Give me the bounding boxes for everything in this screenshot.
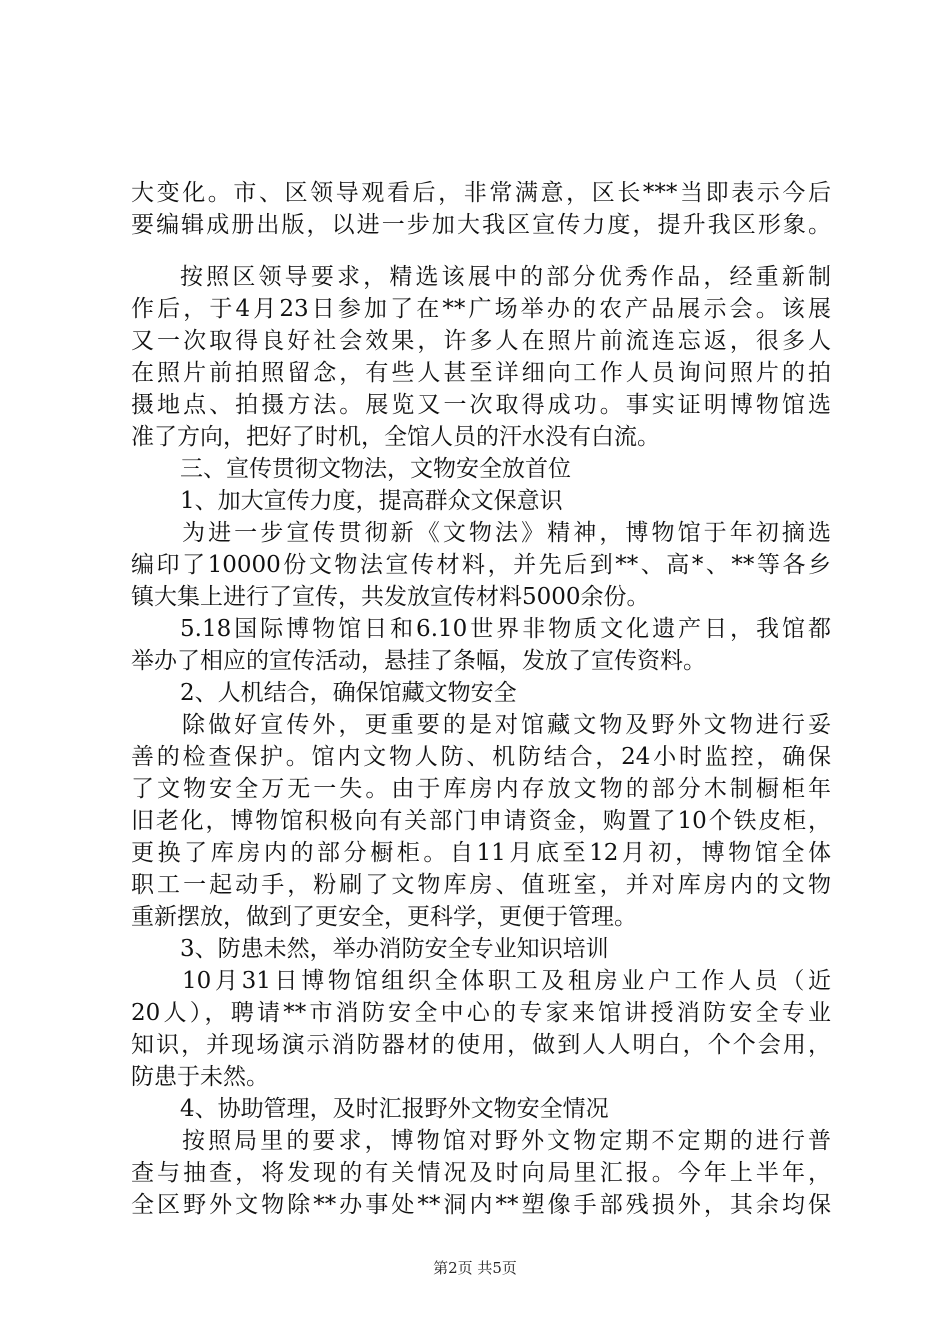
paragraph-end-line: 防患于未然。 xyxy=(131,1064,269,1090)
text-line: 大变化。市、区领导观看后，非常满意，区长***当即表示今后 xyxy=(131,180,831,206)
paragraph-end-line: 准了方向，把好了时机，全馆人员的汗水没有白流。 xyxy=(131,424,660,450)
paragraph-end-line: 重新摆放，做到了更安全，更科学，更便于管理。 xyxy=(131,904,637,930)
text-line: 善的检查保护。馆内文物人防、机防结合，24小时监控，确保 xyxy=(131,744,831,770)
text-line: 知识，并现场演示消防器材的使用，做到人人明白，个个会用， xyxy=(131,1032,831,1058)
text-line: 作后，于4月23日参加了在**广场举办的农产品展示会。该展 xyxy=(131,296,831,322)
paragraph-start-line: 按照区领导要求，精选该展中的部分优秀作品，经重新制 xyxy=(180,264,831,290)
paragraph-end-line: 举办了相应的宣传活动，悬挂了条幅，发放了宣传资料。 xyxy=(131,648,706,674)
text-line: 要编辑成册出版，以进一步加大我区宣传力度，提升我区形象。 xyxy=(131,212,831,238)
text-line: 查与抽查，将发现的有关情况及时向局里汇报。今年上半年， xyxy=(131,1160,831,1186)
paragraph-start-line: 10月31日博物馆组织全体职工及租房业户工作人员（近 xyxy=(182,968,831,994)
paragraph-start-line: 除做好宣传外，更重要的是对馆藏文物及野外文物进行妥 xyxy=(182,712,831,738)
subsection-heading: 2、人机结合，确保馆藏文物安全 xyxy=(180,680,517,706)
text-line: 又一次取得良好社会效果，许多人在照片前流连忘返，很多人 xyxy=(131,328,831,354)
subsection-heading: 3、防患未然，举办消防安全专业知识培训 xyxy=(180,936,609,962)
text-line: 全区野外文物除**办事处**洞内**塑像手部残损外，其余均保 xyxy=(131,1192,831,1218)
paragraph-start-line: 为进一步宣传贯彻新《文物法》精神，博物馆于年初摘选 xyxy=(182,520,831,546)
subsection-heading: 4、协助管理，及时汇报野外文物安全情况 xyxy=(180,1096,609,1122)
text-line: 了文物安全万无一失。由于库房内存放文物的部分木制橱柜年 xyxy=(131,776,831,802)
subsection-heading: 1、加大宣传力度，提高群众文保意识 xyxy=(180,488,563,514)
section-heading: 三、宣传贯彻文物法，文物安全放首位 xyxy=(180,456,571,482)
text-line: 编印了10000份文物法宣传材料，并先后到**、高*、**等各乡 xyxy=(131,552,831,578)
page-footer: 第2页 共5页 xyxy=(433,1259,517,1277)
text-line: 旧老化，博物馆积极向有关部门申请资金，购置了10个铁皮柜， xyxy=(131,808,831,834)
paragraph-start-line: 5.18国际博物馆日和6.10世界非物质文化遗产日，我馆都 xyxy=(180,616,831,642)
text-line: 20人），聘请**市消防安全中心的专家来馆讲授消防安全专业 xyxy=(131,1000,831,1026)
paragraph-start-line: 按照局里的要求，博物馆对野外文物定期不定期的进行普 xyxy=(182,1128,831,1154)
text-line: 职工一起动手，粉刷了文物库房、值班室，并对库房内的文物 xyxy=(131,872,831,898)
text-line: 更换了库房内的部分橱柜。自11月底至12月初，博物馆全体 xyxy=(131,840,831,866)
text-line: 摄地点、拍摄方法。展览又一次取得成功。事实证明博物馆选 xyxy=(131,392,831,418)
paragraph-end-line: 镇大集上进行了宣传，共发放宣传材料5000余份。 xyxy=(131,584,650,610)
text-line: 在照片前拍照留念，有些人甚至详细向工作人员询问照片的拍 xyxy=(131,360,831,386)
